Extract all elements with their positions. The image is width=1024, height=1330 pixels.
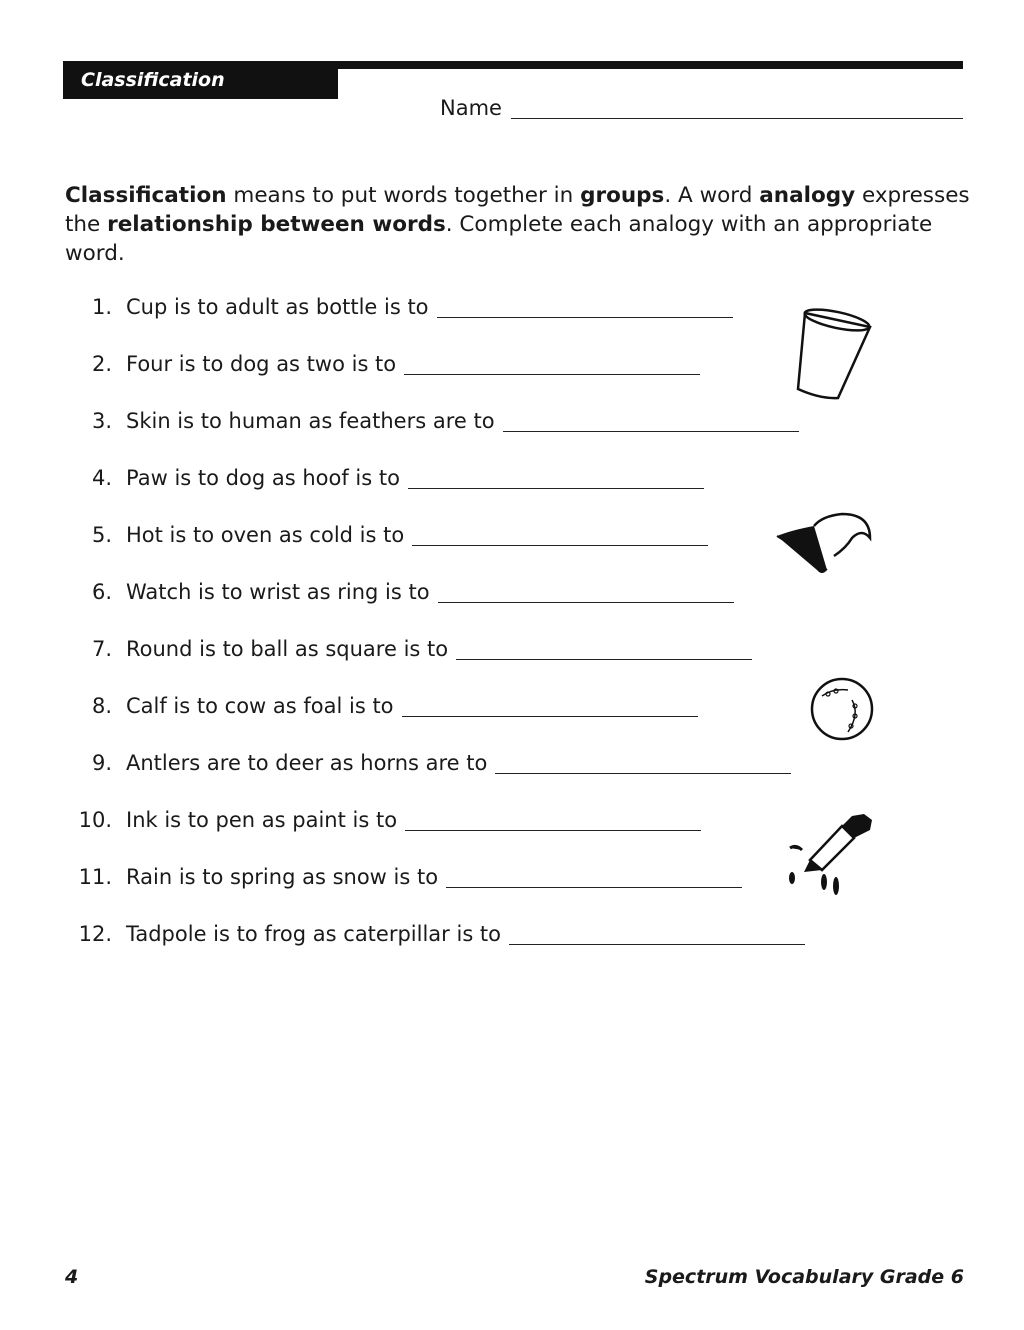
question-number: 1. <box>91 295 112 319</box>
answer-blank[interactable] <box>503 431 799 432</box>
answer-blank[interactable] <box>408 488 704 489</box>
question-text: Tadpole is to frog as caterpillar is to <box>126 922 502 946</box>
question-text: Calf is to cow as foal is to <box>126 694 394 718</box>
question-text-wrap <box>126 922 805 946</box>
intro-text: expresses the <box>65 183 970 237</box>
question-text: Round is to ball as square is to <box>126 637 449 661</box>
question-number: 11. <box>78 865 112 889</box>
intro-keyword: groups <box>580 183 665 208</box>
question-text-wrap <box>126 466 704 490</box>
page-number: 4 <box>65 1266 79 1288</box>
question-number: 7. <box>91 637 112 661</box>
question-text-wrap <box>126 352 700 376</box>
question-number: 3. <box>91 409 112 433</box>
question-text: Antlers are to deer as horns are to <box>126 751 488 775</box>
header-rule <box>338 61 963 69</box>
question-text-wrap <box>126 523 708 547</box>
name-field[interactable] <box>511 118 963 119</box>
answer-blank[interactable] <box>495 773 791 774</box>
baseball-icon <box>808 676 878 742</box>
answer-blank[interactable] <box>412 545 708 546</box>
question-text: Skin is to human as feathers are to <box>126 409 495 433</box>
intro-keyword: analogy <box>759 183 856 208</box>
question-text: Hot is to oven as cold is to <box>126 523 405 547</box>
name-label: Name <box>440 96 502 120</box>
answer-blank[interactable] <box>509 944 805 945</box>
question-text: Cup is to adult as bottle is to <box>126 295 429 319</box>
instructions <box>65 181 975 268</box>
section-title: Classification <box>81 69 225 91</box>
paintbrush-icon <box>782 808 882 900</box>
answer-blank[interactable] <box>404 374 700 375</box>
intro-keyword: relationship between words <box>107 212 446 237</box>
question-text: Paw is to dog as hoof is to <box>126 466 400 490</box>
question-text-wrap <box>126 637 752 661</box>
question-number: 12. <box>78 922 112 946</box>
question-text-wrap <box>126 409 799 433</box>
question-number: 10. <box>78 808 112 832</box>
question-text-wrap <box>126 580 734 604</box>
question-text: Four is to dog as two is to <box>126 352 397 376</box>
book-title: Spectrum Vocabulary Grade 6 <box>644 1266 964 1288</box>
question-text-wrap <box>126 694 698 718</box>
question-number: 8. <box>91 694 112 718</box>
intro-text: means to put words together in <box>226 183 581 208</box>
intro-text: . Complete each analogy with an appropriate word. <box>65 212 933 266</box>
question-text: Watch is to wrist as ring is to <box>126 580 430 604</box>
question-text-wrap <box>126 295 733 319</box>
answer-blank[interactable] <box>437 317 733 318</box>
question-text-wrap <box>126 751 791 775</box>
intro-text: . A word <box>664 183 760 208</box>
answer-blank[interactable] <box>402 716 698 717</box>
answer-blank[interactable] <box>456 659 752 660</box>
question-number: 2. <box>91 352 112 376</box>
section-tab <box>63 61 338 99</box>
answer-blank[interactable] <box>446 887 742 888</box>
question-text: Ink is to pen as paint is to <box>126 808 398 832</box>
question-number: 4. <box>91 466 112 490</box>
question-text: Rain is to spring as snow is to <box>126 865 439 889</box>
ice-cream-cone-icon <box>772 508 877 580</box>
question-text-wrap <box>126 865 742 889</box>
question-text-wrap <box>126 808 701 832</box>
answer-blank[interactable] <box>438 602 734 603</box>
question-number: 5. <box>91 523 112 547</box>
question-number: 6. <box>91 580 112 604</box>
cup-icon <box>790 305 880 405</box>
question-number: 9. <box>91 751 112 775</box>
answer-blank[interactable] <box>405 830 701 831</box>
intro-keyword: Classification <box>65 183 227 208</box>
